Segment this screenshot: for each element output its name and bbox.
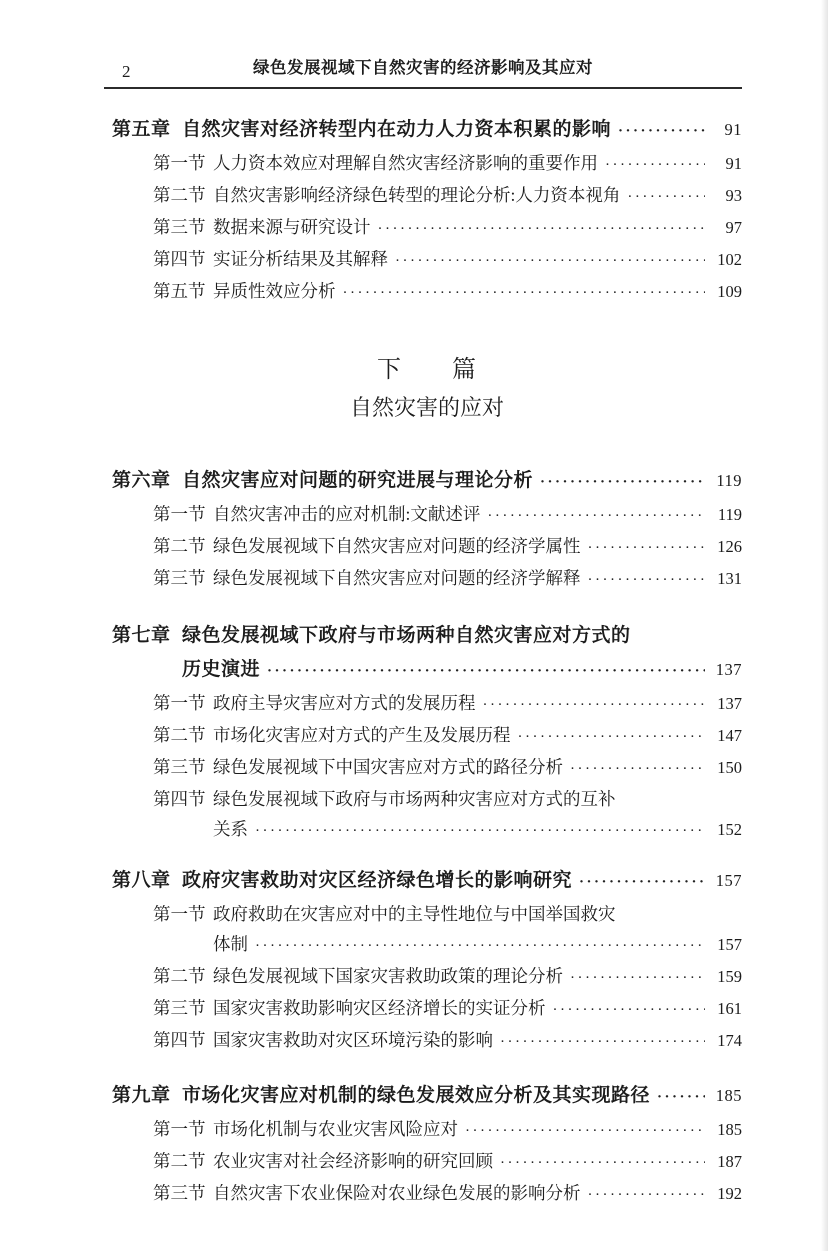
page-ref: 119 [717,505,742,524]
section-title: 政府主导灾害应对方式的发展历程 [213,693,476,713]
toc-block-chapter9 [112,1079,742,1210]
page-ref: 157 [717,935,742,954]
toc-section-entry [112,752,742,784]
toc-section-entry-continuation [112,929,742,961]
dot-leader [618,113,705,148]
dot-leader [500,1146,705,1178]
page-ref: 174 [717,1031,742,1050]
page-ref: 150 [717,758,742,777]
chapter-title: 政府灾害救助对灾区经济绿色增长的影响研究 [182,870,573,891]
section-label: 第二节 [153,725,206,745]
page-ref: 119 [716,471,742,490]
page-ref: 157 [715,871,742,890]
toc-section-entry [112,899,742,929]
page-ref: 137 [717,694,742,713]
dot-leader [588,563,706,595]
page-ref: 152 [717,820,742,839]
toc-block-chapter8 [112,864,742,1057]
page-ref: 131 [717,569,742,588]
toc-section-entry [112,180,742,212]
section-title: 政府救助在灾害应对中的主导性地位与中国举国救灾 [213,904,616,924]
dot-leader [487,499,705,531]
section-label: 第三节 [153,1183,206,1203]
toc-section-entry-continuation [112,814,742,846]
section-label: 第三节 [153,757,206,777]
chapter-label: 第八章 [112,870,171,891]
section-label: 第四节 [153,249,206,269]
section-label: 第二节 [153,1151,206,1171]
section-label: 第一节 [153,904,206,924]
section-title-continued: 关系 [213,819,248,839]
section-title: 农业灾害对社会经济影响的研究回顾 [213,1151,493,1171]
page-header [104,56,742,89]
toc-chapter-entry-continuation [112,653,742,688]
dot-leader [657,1079,705,1114]
dot-leader [627,180,705,212]
dot-leader [605,148,705,180]
page-ref: 102 [717,250,742,269]
section-title: 绿色发展视域下自然灾害应对问题的经济学解释 [213,568,581,588]
toc-section-entry [112,1025,742,1057]
section-title: 绿色发展视域下自然灾害应对问题的经济学属性 [213,536,581,556]
chapter-label: 第五章 [112,119,171,140]
section-title: 绿色发展视域下中国灾害应对方式的路径分析 [213,757,563,777]
section-title: 自然灾害下农业保险对农业绿色发展的影响分析 [213,1183,581,1203]
section-title: 人力资本效应对理解自然灾害经济影响的重要作用 [213,153,598,173]
dot-leader [267,653,705,688]
section-title: 国家灾害救助对灾区环境污染的影响 [213,1030,493,1050]
toc-chapter-entry [112,1079,742,1114]
dot-leader [518,720,706,752]
section-title: 市场化灾害应对方式的产生及发展历程 [213,725,511,745]
section-label: 第四节 [153,789,206,809]
page-ref: 159 [717,967,742,986]
toc-chapter-entry [112,113,742,148]
page-ref: 97 [725,218,742,237]
page-ref: 185 [715,1086,742,1105]
page-ref: 109 [717,282,742,301]
toc-section-entry [112,244,742,276]
toc-section-entry [112,276,742,308]
chapter-title: 自然灾害对经济转型内在动力人力资本积累的影响 [182,119,612,140]
page-ref: 192 [717,1184,742,1203]
section-label: 第四节 [153,1030,206,1050]
section-label: 第三节 [153,217,206,237]
dot-leader [255,929,705,961]
section-title: 实证分析结果及其解释 [213,249,388,269]
chapter-label: 第七章 [112,625,171,646]
dot-leader [343,276,706,308]
dot-leader [570,961,705,993]
part-label: 下 篇 [377,357,477,383]
dot-leader [465,1114,705,1146]
section-title: 国家灾害救助影响灾区经济增长的实证分析 [213,998,546,1018]
toc-chapter-entry [112,619,742,653]
dot-leader [255,814,705,846]
section-label: 第一节 [153,504,206,524]
section-title: 异质性效应分析 [213,281,336,301]
toc-section-entry [112,1178,742,1210]
toc-chapter-entry [112,464,742,499]
section-label: 第五节 [153,281,206,301]
dot-leader [378,212,706,244]
section-label: 第三节 [153,998,206,1018]
page-ref: 187 [717,1152,742,1171]
section-label: 第二节 [153,185,206,205]
page-ref: 126 [717,537,742,556]
section-label: 第一节 [153,153,206,173]
part-divider [112,352,742,426]
section-title-continued: 体制 [213,934,248,954]
toc-section-entry [112,961,742,993]
page-ref: 91 [724,120,742,139]
section-title: 自然灾害冲击的应对机制:文献述评 [213,504,481,524]
page-ref: 91 [725,154,742,173]
dot-leader [588,531,706,563]
chapter-title-continued: 历史演进 [182,659,261,680]
section-label: 第二节 [153,536,206,556]
section-title: 绿色发展视域下政府与市场两种灾害应对方式的互补 [213,789,616,809]
toc-section-entry [112,993,742,1025]
dot-leader [570,752,705,784]
toc-section-entry [112,784,742,814]
dot-leader [553,993,706,1025]
scan-page-edge [821,0,828,1251]
toc-section-entry [112,499,742,531]
chapter-title: 市场化灾害应对机制的绿色发展效应分析及其实现路径 [182,1085,651,1106]
toc-section-entry [112,1114,742,1146]
toc-section-entry [112,1146,742,1178]
toc-section-entry [112,688,742,720]
chapter-title: 绿色发展视域下政府与市场两种自然灾害应对方式的 [182,625,631,646]
dot-leader [500,1025,705,1057]
page-ref: 147 [717,726,742,745]
toc-section-entry [112,563,742,595]
toc-section-entry [112,720,742,752]
chapter-label: 第九章 [112,1085,171,1106]
section-title: 绿色发展视域下国家灾害救助政策的理论分析 [213,966,563,986]
dot-leader [579,864,705,899]
table-of-contents [112,113,742,1210]
toc-block-chapter6 [112,464,742,595]
dot-leader [540,464,705,499]
page-ref: 93 [725,186,742,205]
section-title: 市场化机制与农业灾害风险应对 [213,1119,458,1139]
running-title: 绿色发展视域下自然灾害的经济影响及其应对 [253,59,593,77]
page-ref: 137 [715,660,742,679]
dot-leader [395,244,705,276]
toc-section-entry [112,148,742,180]
toc-block-chapter5 [112,113,742,308]
dot-leader [588,1178,706,1210]
section-label: 第一节 [153,693,206,713]
section-label: 第三节 [153,568,206,588]
part-title: 自然灾害的应对 [349,395,504,420]
page-ref: 161 [717,999,742,1018]
section-title: 自然灾害影响经济绿色转型的理论分析:人力资本视角 [213,185,621,205]
section-label: 第二节 [153,966,206,986]
page-number: 2 [122,62,131,81]
page-ref: 185 [717,1120,742,1139]
toc-section-entry [112,531,742,563]
chapter-title: 自然灾害应对问题的研究进展与理论分析 [182,470,534,491]
section-title: 数据来源与研究设计 [213,217,371,237]
toc-block-chapter7 [112,619,742,846]
dot-leader [483,688,706,720]
section-label: 第一节 [153,1119,206,1139]
toc-chapter-entry [112,864,742,899]
toc-section-entry [112,212,742,244]
chapter-label: 第六章 [112,470,171,491]
